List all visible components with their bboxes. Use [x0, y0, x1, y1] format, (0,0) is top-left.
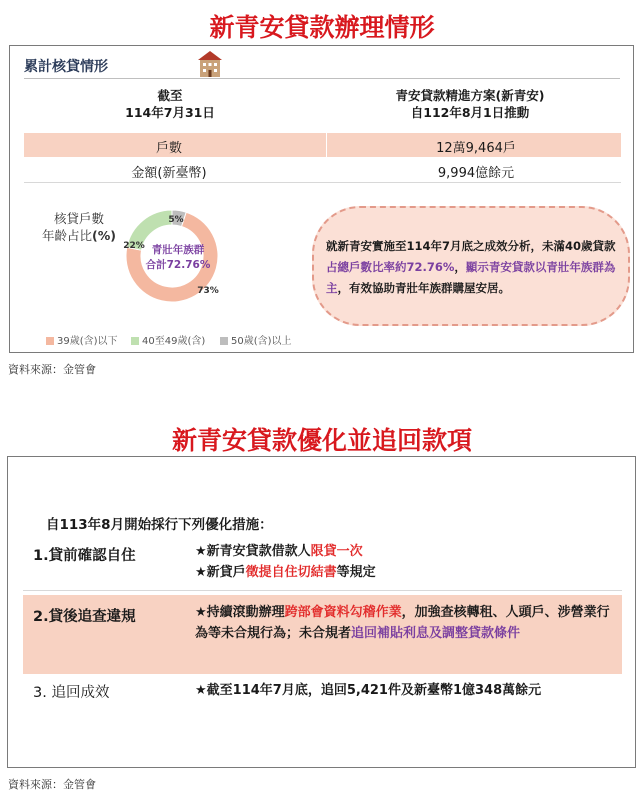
- legend-item-50-plus: [220, 332, 292, 347]
- legend-swatch: [131, 337, 139, 345]
- col-left-line2: 114年7月31日: [125, 105, 215, 120]
- table-row-amount: [24, 158, 621, 183]
- section2-title: 新青安貸款優化並追回款項: [171, 426, 472, 455]
- chart-label-line2a: 年齡占比: [42, 228, 93, 243]
- table-row-households: [24, 133, 621, 157]
- callout-part3: ，: [454, 260, 466, 274]
- slice-label-40-49: 22%: [123, 241, 145, 251]
- legend-item-40-49: [131, 332, 205, 347]
- item-text: ★截至114年7月底，追回5,421件及新臺幣1億348萬餘元: [195, 683, 542, 698]
- legend-label: 50歲(含)以上: [231, 336, 292, 347]
- slice-label-50-plus: 5%: [168, 215, 184, 225]
- slice-label-under-40: 73%: [197, 286, 219, 296]
- item-title: 1.貸前確認自住: [33, 548, 136, 564]
- text-segment: ★持續滾動辦理: [195, 605, 285, 620]
- col-left-line1: 截至: [157, 88, 183, 103]
- col-left-header: [100, 87, 240, 121]
- legend-swatch: [46, 337, 54, 345]
- text-segment: ★新青安貸款借款人: [195, 544, 311, 559]
- callout-text: [326, 236, 620, 299]
- text-highlight: 跨部會資料勾稽作業: [284, 605, 402, 620]
- col-right-line1: 青安貸款精進方案(新青安): [395, 88, 545, 103]
- list-item: [23, 675, 622, 705]
- row-value: 9,994億餘元: [437, 166, 515, 181]
- text-segment: 等規定: [336, 565, 376, 580]
- age-donut-chart: [122, 206, 222, 306]
- callout-part5: ，有效協助青壯年族群購屋安居。: [337, 281, 510, 295]
- chart-label-line1: 核貸戶數: [53, 211, 104, 226]
- text-highlight: 限貸一次: [310, 544, 363, 559]
- legend-label: 39歲(含)以下: [57, 336, 118, 347]
- list-item: [23, 536, 622, 591]
- row-value: 12萬9,464戶: [436, 141, 516, 156]
- item-title: 2.貸後追查違規: [33, 609, 136, 625]
- chart-center-line1: 青壯年族群: [151, 244, 205, 256]
- text-highlight: 追回補貼利息及調整貸款條件: [351, 626, 521, 641]
- source-note-2: 資料來源：金管會: [8, 778, 96, 791]
- col-right-header: [350, 87, 590, 121]
- item-title: 3. 追回成效: [33, 685, 110, 701]
- text-segment: ，加強查核轉租、人頭戶、涉營業行為等未合規行為；未合規者: [195, 605, 610, 641]
- legend-item-under-40: [46, 332, 118, 347]
- callout-highlight1: 占總戶數比率約72.76%: [326, 260, 455, 274]
- legend-swatch: [220, 337, 228, 345]
- chart-label: [42, 210, 116, 244]
- building-icon: [195, 49, 225, 79]
- callout-part1: 就新青安實施至114年7月底之成效分析，未滿40歲貸款: [326, 239, 616, 253]
- callout-highlight2: 顯示青安貸款以青壯年族群為主: [326, 260, 616, 295]
- optimization-panel: [7, 456, 636, 768]
- chart-center-line2: 合計72.76%: [145, 259, 211, 271]
- panel-heading: 累計核貸情形: [24, 59, 108, 75]
- list-item: [23, 595, 622, 674]
- loan-summary-panel: [9, 45, 634, 353]
- section1-title: 新青安貸款辦理情形: [209, 13, 435, 42]
- column-divider: [326, 133, 327, 182]
- text-highlight: 徵提自住切結書: [245, 565, 337, 580]
- analysis-callout: [312, 206, 630, 326]
- source-note-1: 資料來源：金管會: [8, 363, 96, 376]
- item-text: [195, 602, 613, 644]
- row-label: 金額(新臺幣): [131, 166, 207, 181]
- legend-label: 40至49歲(含): [142, 336, 206, 347]
- chart-label-line2b: (%): [92, 228, 116, 243]
- intro-text: 自113年8月開始採行下列優化措施：: [46, 517, 273, 533]
- heading-divider: [24, 78, 620, 79]
- row-label: 戶數: [155, 141, 182, 156]
- col-right-line2: 自112年8月1日推動: [410, 105, 530, 120]
- text-segment: ★新貸戶: [195, 565, 246, 580]
- item-text: [195, 541, 613, 583]
